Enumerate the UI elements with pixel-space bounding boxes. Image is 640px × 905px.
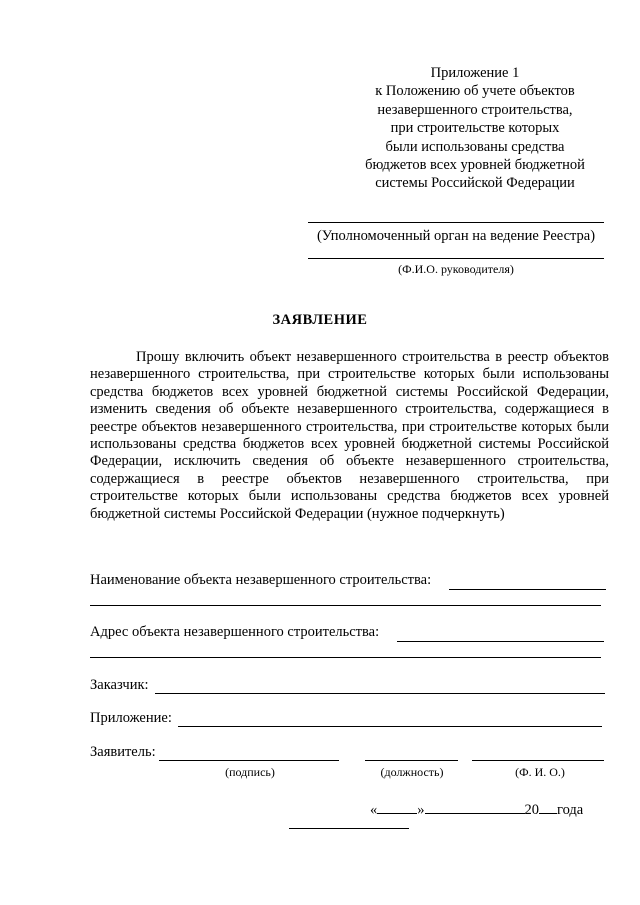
attachment-blank-line[interactable] [178,726,602,727]
object-name-blank-line[interactable] [449,589,606,590]
application-body-text: Прошу включить объект незавершенного строительства в реестр объектов незавершенного строительства, при строительстве которых были использованы средства бюджетов всех уровней бюджетной системы Российской Федерации, изменить сведения об объекте незавершенного строительства, содержащиеся в реестре объектов незавершенного строительства, при строительстве которых были использованы средства бюджетов всех уровней бюджетной системы Российской Федерации, исключить сведения об объекте незавершенного строительства, содержащиеся в реестре объектов незавершенного строительства, при строительстве которых были использованы средства бюджетов всех уровней бюджетной системы Российской Федерации (нужное подчеркнуть) [90,349,609,522]
date-day-blank[interactable] [377,799,417,814]
position-blank-line[interactable] [365,760,458,761]
fio-caption: (Ф. И. О.) [515,765,565,779]
applicant-label: Заявитель: [90,744,156,760]
appendix-line: системы Российской Федерации [375,175,575,192]
signature-blank-line[interactable] [159,760,339,761]
object-address-blank-line-2[interactable] [90,657,601,658]
signature-caption: (подпись) [225,765,275,779]
appendix-line: бюджетов всех уровней бюджетной [365,157,585,174]
attachment-label: Приложение: [90,710,172,726]
object-address-label: Адрес объекта незавершенного строительства: [90,624,380,640]
object-name-blank-line-2[interactable] [90,605,601,606]
appendix-header [340,64,610,193]
head-fio-blank-line[interactable] [308,258,604,259]
object-address-blank-line[interactable] [397,641,604,642]
date-century: 20 [524,802,539,818]
authority-blank-line[interactable] [308,222,604,223]
head-fio-caption: (Ф.И.О. руководителя) [398,262,514,276]
footer-short-line [289,828,409,829]
date-close-quote: » [417,802,425,818]
appendix-line: к Положению об учете объектов [375,83,575,100]
date-line [370,799,583,819]
date-year-word: года [557,802,584,818]
object-name-label: Наименование объекта незавершенного строительства: [90,572,432,588]
date-open-quote: « [370,802,378,818]
fio-blank-line[interactable] [472,760,604,761]
authority-caption: (Уполномоченный орган на ведение Реестра) [316,228,596,244]
appendix-line: Приложение 1 [430,65,520,81]
appendix-line: незавершенного строительства, [377,101,573,118]
date-year-blank[interactable] [539,799,557,814]
customer-label: Заказчик: [90,677,149,693]
document-title: ЗАЯВЛЕНИЕ [272,312,368,328]
appendix-line: были использованы средства [385,138,565,155]
date-month-blank[interactable] [425,799,525,814]
customer-blank-line[interactable] [155,693,605,694]
position-caption: (должность) [380,765,444,779]
appendix-line: при строительстве которых [390,120,560,137]
